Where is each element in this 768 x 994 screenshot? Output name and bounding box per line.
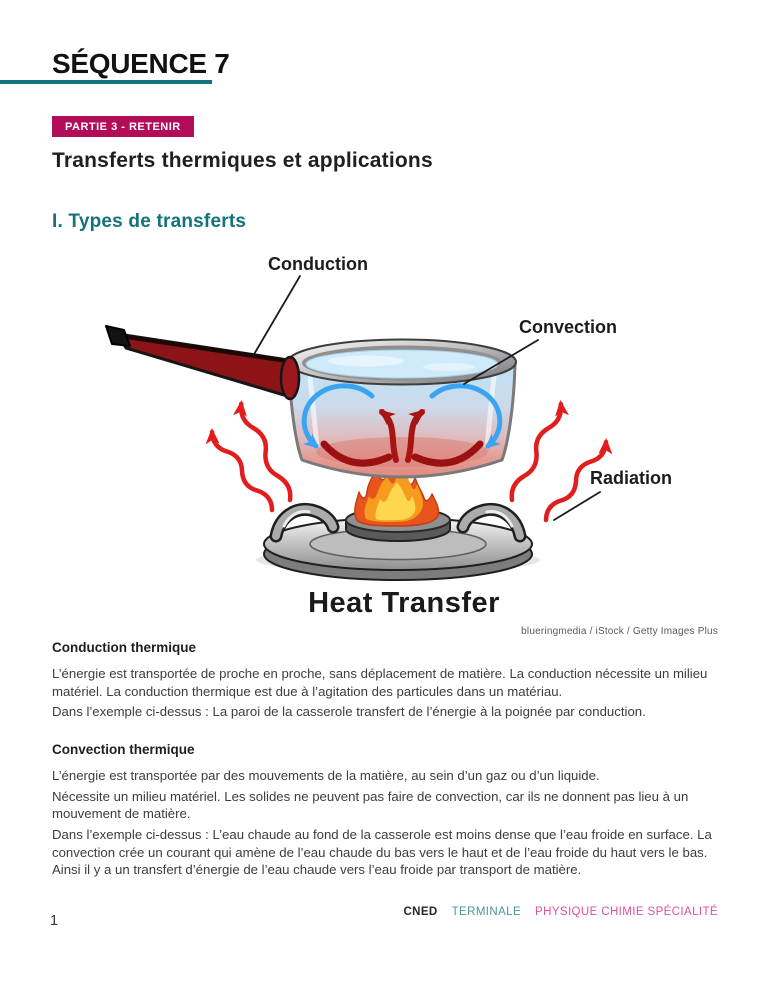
illustration-caption: Heat Transfer — [308, 587, 500, 619]
sequence-title: SÉQUENCE 7 — [52, 48, 230, 79]
page-number: 1 — [50, 913, 59, 929]
heat-transfer-illustration — [104, 248, 724, 626]
pan-handle — [106, 326, 294, 398]
title-underline-rule — [0, 80, 212, 84]
page-title: Transferts thermiques et applications — [52, 149, 433, 172]
radiation-pointer-line — [554, 492, 600, 520]
radiation-arrow-left-outer — [212, 432, 272, 510]
part-badge: PARTIE 3 - RETENIR — [52, 116, 194, 137]
saucepan — [281, 340, 516, 478]
convection-paragraph-1: L’énergie est transportée par des mouvements de la matière, au sein d’un gaz ou d’un liquide. — [52, 768, 600, 784]
conduction-section-heading: Conduction thermique — [52, 640, 196, 655]
conduction-label: Conduction — [268, 254, 368, 274]
convection-paragraph-2: Nécessite un milieu matériel. Les solides ne peuvent pas faire de convection, car ils ne donnent pas lieu à un mouvement de matière. — [52, 788, 689, 822]
footer-subject: PHYSIQUE CHIMIE SPÉCIALITÉ — [535, 906, 718, 918]
radiation-label: Radiation — [589, 468, 673, 488]
handle-rivet — [281, 357, 299, 399]
footer-level: TERMINALE — [451, 906, 522, 918]
conduction-paragraph-2: Dans l’exemple ci-dessus : La paroi de la casserole transfert de l’énergie à la poignée par conduction. — [52, 704, 646, 720]
footer-brand: CNED — [403, 906, 438, 918]
convection-label: Convection — [518, 317, 618, 337]
section-heading: I. Types de transferts — [52, 211, 247, 232]
convection-paragraph-3: Dans l’exemple ci-dessus : L’eau chaude au fond de la casserole est moins dense que l’eau froide en surface. La convection crée un courant qui amène de l’eau chaude du bas vers le haut et de l’eau froide du haut vers le bas. Ainsi il y a un transfert d’énergie de l’eau chaude vers l’eau froide par transport de matière. — [52, 826, 712, 878]
image-credit: blueringmedia / iStock / Getty Images Plus — [521, 626, 718, 637]
conduction-paragraph-1: L’énergie est transportée de proche en proche, sans déplacement de matière. La conduction nécessite un milieu matériel. La conduction thermique est due à l’agitation des particules dans un matériau. — [52, 666, 708, 699]
body-content — [52, 640, 719, 882]
convection-section-heading: Convection thermique — [52, 741, 195, 757]
conduction-pointer-line — [253, 276, 300, 356]
page-footer — [403, 906, 718, 918]
radiation-arrow-right-inner — [512, 404, 561, 500]
